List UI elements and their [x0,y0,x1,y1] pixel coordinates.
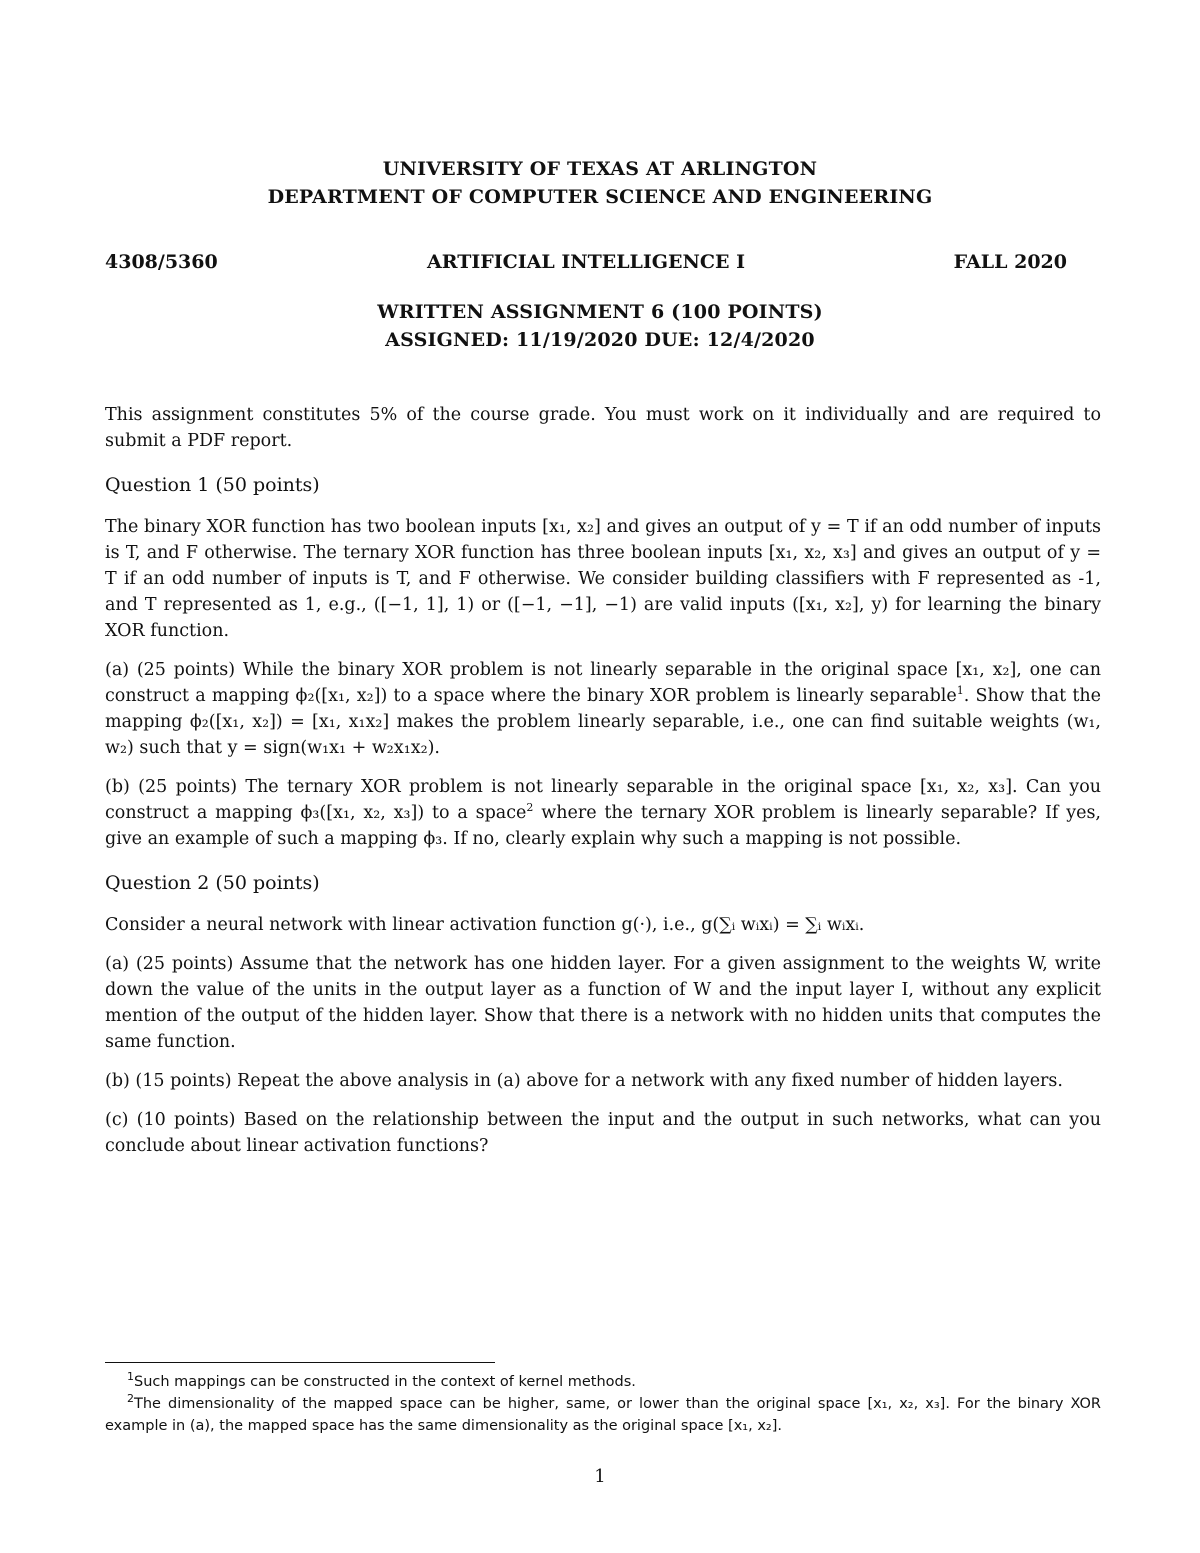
department-title: DEPARTMENT OF COMPUTER SCIENCE AND ENGINEERING [267,186,933,208]
footnote-1 [105,1371,1101,1393]
question-1b-text: (b) (25 points) The ternary XOR problem is not linearly separable in the original space [x₁, x₂, x₃]. Can you construct a mapping ϕ₃([x₁, x₂, x₃]) to a space [105,777,1101,823]
assignment-dates: ASSIGNED: 11/19/2020 DUE: 12/4/2020 [385,329,815,351]
course-number: 4308/5360 [105,251,218,273]
footnote-2 [105,1393,1101,1437]
question-1b-text-cont: where the ternary XOR problem is linearly separable? If yes, give an example of such a mapping ϕ₃. If no, clearly explain why such a mapping is not possible. [105,803,1101,849]
footnote-2-mark: 2 [127,1392,134,1406]
footnote-1-text: Such mappings can be constructed in the context of kernel methods. [134,1374,636,1390]
question-1a-text: (a) (25 points) While the binary XOR problem is not linearly separable in the original space [x₁, x₂], one can construct a mapping ϕ₂([x₁, x₂]) to a space where the binary XOR problem is linearly separable [105,660,1101,706]
question-1a [105,657,1101,761]
question-1-text: The binary XOR function has two boolean inputs [x₁, x₂] and gives an output of y = T if an odd number of inputs is T, and F otherwise. The ternary XOR function has three boolean inputs [x₁, x₂, x₃] and gives an output of y = T if an odd number of inputs is T, and F otherwise. We consider building classifiers with F represented as -1, and T represented as 1, e.g., ([−1, 1], 1) or ([−1, −1], −1) are valid inputs ([x₁, x₂], y) for learning the binary XOR function. [105,517,1101,641]
assignment-title: WRITTEN ASSIGNMENT 6 (100 POINTS) [377,301,823,323]
footnote-divider [105,1362,495,1363]
course-name: ARTIFICIAL INTELLIGENCE I [427,251,745,273]
question-2a: (a) (25 points) Assume that the network has one hidden layer. For a given assignment to the weights W, write down the value of the units in the output layer as a function of W and the input layer I, without any explicit mention of the output of the hidden layer. Show that there is a network with no hidden units that computes the same function. [105,954,1101,1052]
footnote-2-text: The dimensionality of the mapped space can be higher, same, or lower than the original space [x₁, x₂, x₃]. For the binary XOR example in (a), the mapped space has the same dimensionality as the original space [x₁, x₂]. [105,1396,1101,1434]
question-2c: (c) (10 points) Based on the relationship between the input and the output in such networks, what can you conclude about linear activation functions? [105,1110,1101,1156]
university-title: UNIVERSITY OF TEXAS AT ARLINGTON [382,158,818,180]
footnote-ref-1: 1 [956,684,964,698]
question-2-text: Consider a neural network with linear activation function g(·), i.e., g(∑ᵢ wᵢxᵢ) = ∑ᵢ wᵢxᵢ. [105,915,865,935]
intro-paragraph: This assignment constitutes 5% of the course grade. You must work on it individually and are required to submit a PDF report. [105,405,1101,451]
document-body [105,402,1101,1172]
question-1b [105,774,1101,852]
question-1-heading: Question 1 (50 points) [105,474,320,496]
footnote-1-mark: 1 [127,1370,134,1384]
question-1a-text-cont: . Show that the mapping ϕ₂([x₁, x₂]) = [x₁, x₁x₂] makes the problem linearly separable, i.e., one can find suitable weights (w₁, w₂) such that y = sign(w₁x₁ + w₂x₁x₂). [105,686,1101,758]
footnote-ref-2: 2 [526,801,534,815]
course-term: FALL 2020 [953,251,1067,273]
footnotes [105,1362,1101,1437]
question-2-heading: Question 2 (50 points) [105,872,320,894]
question-2b: (b) (15 points) Repeat the above analysis in (a) above for a network with any fixed number of hidden layers. [105,1071,1063,1091]
page-number: 1 [594,1466,606,1487]
